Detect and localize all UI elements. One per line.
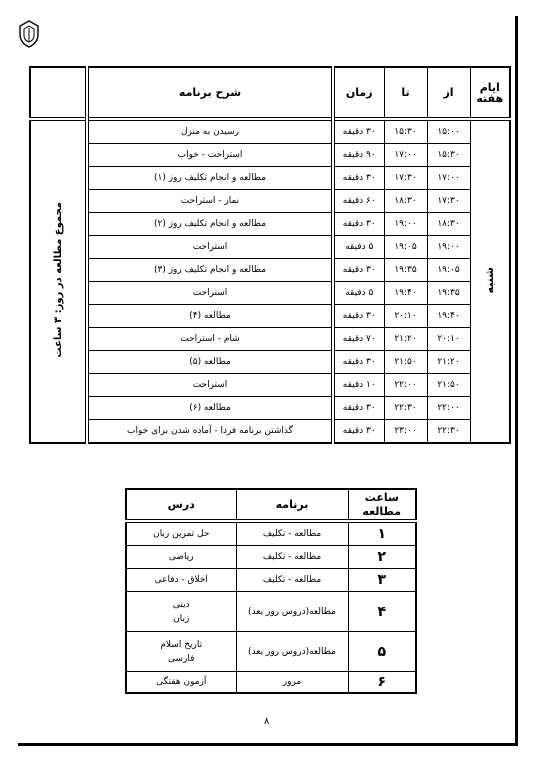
subject-row [126, 672, 416, 694]
duration: ۳۰ دقیقه [333, 119, 384, 144]
schedule-row [30, 282, 510, 305]
header-lesson: درس [126, 489, 236, 521]
schedule-row [30, 167, 510, 190]
program-description: مطالعه و انجام تکلیف روز (۳) [87, 259, 333, 282]
to-time: ۱۹:۰۵ [384, 236, 427, 259]
duration: ۵ دقیقه [333, 236, 384, 259]
program-description: مطالعه و انجام تکلیف روز (۱) [87, 167, 333, 190]
from-time: ۱۹:۳۵ [427, 282, 470, 305]
subject-row [126, 521, 416, 546]
program-type: مطالعه - تکلیف [236, 521, 348, 546]
subjects-header-row [126, 489, 416, 521]
from-time: ۱۹:۴۰ [427, 305, 470, 328]
header-to: تا [384, 67, 427, 119]
study-hour-number: ۴ [348, 592, 416, 632]
duration: ۵ دقیقه [333, 282, 384, 305]
program-description: مطالعه (۶) [87, 397, 333, 420]
to-time: ۲۲:۳۰ [384, 397, 427, 420]
schedule-row [30, 420, 510, 444]
lesson-cell [126, 632, 236, 672]
from-time: ۲۲:۳۰ [427, 420, 470, 444]
duration: ۳۰ دقیقه [333, 213, 384, 236]
duration: ۶۰ دقیقه [333, 190, 384, 213]
to-time: ۲۱:۲۰ [384, 328, 427, 351]
from-time: ۲۰:۱۰ [427, 328, 470, 351]
day-label: شنبه [483, 267, 497, 294]
subject-row [126, 546, 416, 569]
from-time: ۱۷:۰۰ [427, 167, 470, 190]
subject-row [126, 592, 416, 632]
lesson-name: دینی [172, 599, 190, 610]
duration: ۳۰ دقیقه [333, 167, 384, 190]
schedule-row [30, 190, 510, 213]
duration: ۱۰ دقیقه [333, 374, 384, 397]
lesson-name: زبان [173, 613, 190, 624]
to-time: ۱۸:۳۰ [384, 190, 427, 213]
from-time: ۱۵:۰۰ [427, 119, 470, 144]
to-time: ۲۲:۰۰ [384, 374, 427, 397]
page-number: ۸ [263, 716, 270, 727]
duration: ۷۰ دقیقه [333, 328, 384, 351]
to-time: ۱۷:۰۰ [384, 144, 427, 167]
lesson-cell [126, 672, 236, 694]
lesson-cell [126, 546, 236, 569]
study-hour-number: ۳ [348, 569, 416, 592]
program-description: رسیدن به منزل [87, 119, 333, 144]
program-description: مطالعه (۵) [87, 351, 333, 374]
schedule-row [30, 213, 510, 236]
study-hour-number: ۲ [348, 546, 416, 569]
lesson-cell [126, 569, 236, 592]
program-description: گذاشتن برنامه فردا - آماده شدن برای خواب [87, 420, 333, 444]
lesson-name: تاریخ اسلام [160, 639, 203, 650]
program-type: مطالعه(دروس روز بعد) [236, 592, 348, 632]
schedule-row [30, 236, 510, 259]
header-from: از [427, 67, 470, 119]
schedule-row [30, 351, 510, 374]
subject-row [126, 569, 416, 592]
duration: ۳۰ دقیقه [333, 351, 384, 374]
duration: ۳۰ دقیقه [333, 305, 384, 328]
schedule-row [30, 374, 510, 397]
schedule-row [30, 119, 510, 144]
schedule-row [30, 305, 510, 328]
lesson-name: آزمون هفتگی [156, 677, 207, 687]
duration: ۳۰ دقیقه [333, 397, 384, 420]
lesson-name: فارسی [168, 653, 195, 664]
from-time: ۲۲:۰۰ [427, 397, 470, 420]
duration: ۳۰ دقیقه [333, 259, 384, 282]
from-time: ۱۹:۰۰ [427, 236, 470, 259]
total-study-time [30, 119, 87, 443]
to-time: ۱۹:۴۰ [384, 282, 427, 305]
to-time: ۲۳:۰۰ [384, 420, 427, 444]
program-description: استراحت [87, 236, 333, 259]
from-time: ۲۱:۲۰ [427, 351, 470, 374]
lesson-cell [126, 521, 236, 546]
study-subjects-table [125, 488, 417, 694]
to-time: ۱۹:۳۵ [384, 259, 427, 282]
from-time: ۱۷:۳۰ [427, 190, 470, 213]
subject-row [126, 632, 416, 672]
header-duration: زمان [333, 67, 384, 119]
lesson-name: ریاضی [168, 552, 194, 562]
day-name [470, 119, 510, 443]
header-blank [30, 67, 87, 119]
from-time: ۱۹:۰۵ [427, 259, 470, 282]
header-program: برنامه [236, 489, 348, 521]
study-hour-number: ۱ [348, 521, 416, 546]
program-description: مطالعه (۴) [87, 305, 333, 328]
schedule-row [30, 144, 510, 167]
schedule-row [30, 328, 510, 351]
lesson-name: اخلاق - دفاعی [154, 575, 208, 585]
header-description: شرح برنامه [87, 67, 333, 119]
from-time: ۱۸:۳۰ [427, 213, 470, 236]
duration: ۹۰ دقیقه [333, 144, 384, 167]
to-time: ۱۵:۳۰ [384, 119, 427, 144]
schedule-header-row [30, 67, 510, 119]
daily-schedule-table [29, 66, 511, 444]
study-hour-number: ۵ [348, 632, 416, 672]
program-type: مطالعه(دروس روز بعد) [236, 632, 348, 672]
program-description: مطالعه و انجام تکلیف روز (۲) [87, 213, 333, 236]
program-description: استراحت [87, 282, 333, 305]
duration: ۳۰ دقیقه [333, 420, 384, 444]
program-type: مطالعه - تکلیف [236, 546, 348, 569]
header-study-hour: ساعت مطالعه [348, 489, 416, 521]
study-hour-number: ۶ [348, 672, 416, 694]
program-type: مطالعه - تکلیف [236, 569, 348, 592]
program-description: شام - استراحت [87, 328, 333, 351]
to-time: ۲۰:۱۰ [384, 305, 427, 328]
program-type: مرور [236, 672, 348, 694]
from-time: ۱۵:۳۰ [427, 144, 470, 167]
publisher-emblem-icon [18, 20, 40, 48]
schedule-row [30, 397, 510, 420]
schedule-row [30, 259, 510, 282]
to-time: ۱۹:۰۰ [384, 213, 427, 236]
lesson-cell [126, 592, 236, 632]
to-time: ۲۱:۵۰ [384, 351, 427, 374]
total-study-label: مجموع مطالعه در روز: ۳ ساعت [52, 202, 64, 358]
program-description: استراحت - خواب [87, 144, 333, 167]
program-description: استراحت [87, 374, 333, 397]
to-time: ۱۷:۳۰ [384, 167, 427, 190]
from-time: ۲۱:۵۰ [427, 374, 470, 397]
lesson-name: حل تمرین زبان [153, 529, 210, 539]
program-description: نماز - استراحت [87, 190, 333, 213]
header-day: ایام هفته [470, 67, 510, 119]
